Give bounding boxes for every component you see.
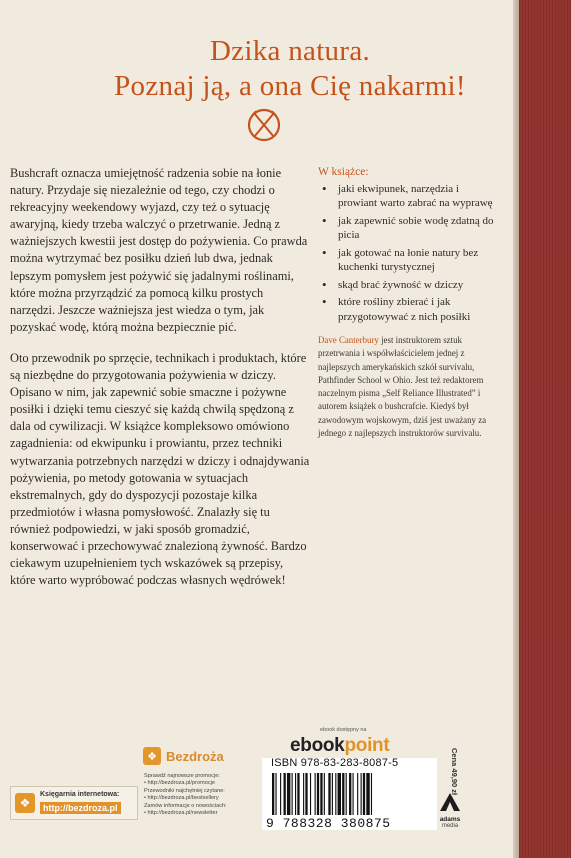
barcode-stripe [353,773,354,815]
barcode-stripe [287,773,290,815]
author-name: Dave Canterbury [318,335,379,345]
store-logo-icon: ❖ [15,793,35,813]
description-column [10,165,310,603]
price-label: Cena 49,90 zł [450,748,459,796]
online-store-box [10,786,138,820]
contents-item: • jak zapewnić sobie wodę zdatną do picia [318,214,498,243]
barcode-stripe [366,773,369,815]
barcode-stripe [357,773,358,815]
barcode-stripe [315,773,316,815]
contents-item: • które rośliny zbierać i jak przygotowywać z nich posiłki [318,295,498,324]
barcode-stripe [363,773,365,815]
barcode-stripe [317,773,319,815]
promo-line: Przewodniki najchętniej czytane: [144,787,225,794]
barcode-digits: 9 788328 380875 [266,816,391,831]
imprint-logo [430,793,470,829]
promo-line: • http://bezdroza.pl/promocje [144,780,215,787]
barcode-stripe [310,773,311,815]
contents-item: • jak gotować na łonie natury bez kuchenki turystycznej [318,246,498,275]
ebookpoint-brand-2: point [344,735,390,756]
cover-spine [519,0,571,858]
barcode-stripe [297,773,299,815]
barcode-stripe [295,773,296,815]
barcode-stripe [305,773,307,815]
barcode-stripe [332,773,333,815]
publisher-name: Bezdroża [166,748,224,764]
store-url: http://bezdroza.pl [40,802,121,814]
barcode-stripe [335,773,336,815]
promo-links [144,773,264,817]
author-bio [318,334,498,440]
barcode-stripe [342,773,344,815]
ebookpoint-brand-1: ebook [290,735,345,756]
barcode-stripe [280,773,281,815]
description-paragraph-1: Bushcraft oznacza umiejętność radzenia sobie na łonie natury. Przydaje się niezależnie od tego, czy chodzi o rekreacyjny weekendowy wyjazd, czy też o sytuację awaryjną, kiedy trzeba walczyć o przetrwanie. Jedną z ważniejszych kwestii jest dostęp do pożywienia. Co prawda można wytrzymać bez posiłku dzień lub dwa, jednak lepszym pomysłem jest pożywić się jadalnymi roślinami, które można przyrządzić za pomocą kilku prostych narzędzi. Jeszcze ważniejsza jest wiedza o tym, jak pozyskać wodę, którą można bezpiecznie pić. [10,166,308,334]
barcode-stripe [349,773,351,815]
promo-line: Sprawdź najnowsze promocje: [144,773,220,779]
headline-line-1: Dzika natura. [209,35,371,67]
barcode-stripe [272,773,274,815]
crossed-utensils-compass-icon [244,105,284,145]
contents-item: • jaki ekwipunek, narzędzia i prowiant warto zabrać na wyprawę [318,182,498,211]
publisher-logo [143,747,224,765]
contents-sidebar [318,165,498,440]
contents-item: • skąd brać żywność w dziczy [318,278,498,293]
barcode-stripe [346,773,347,815]
imprint-sub: media [441,823,459,829]
ebook-availability: ebook dostępny na [320,727,367,733]
promo-line: • http://bezdroza.pl/bestsellery [144,795,219,802]
sidebar-heading: W książce: [318,166,369,178]
contents-list [318,182,498,325]
ebookpoint-logo [290,735,389,757]
headline-line-2: Poznaj ją, a ona Cię nakarmi! [114,70,466,102]
imprint-name: adams [439,816,461,823]
barcode-stripe [292,773,293,815]
barcode-stripe [303,773,304,815]
headline [100,34,480,104]
barcode-stripe [324,773,325,815]
bezdroza-logo-icon: ❖ [143,747,161,765]
description-paragraph-2: Oto przewodnik po sprzęcie, technikach i produktach, które są niezbędne do przygotowania pożywienia w dziczy. Opisano w nim, jak zapewnić sobie smaczne i pożywne posiłki i dzięki temu cieszyć się każdą chwilą spędzoną z dala od cywilizacji. W książce kompleksowo omówiono zagadnienia: od ekwipunku i prowiantu, przez techniki wytwarzania potrzebnych narzędzi w dziczy i odnajdywania pożywienia, po metody gotowania w sytuacjach ekstremalnych, gdy do dyspozycji pozostaje kilka przedmiotów i własna pomysłowość. Znalazły się tu również podpowiedzi, w jaki sposób gromadzić, konserwować i przechowywać znalezioną żywność. Bardzo ciekawym uzupełnieniem tych wskazówek są przepisy, które warto wypróbować podczas własnych wędrówek! [10,350,310,588]
barcode-stripe [328,773,330,815]
barcode-stripe [275,773,276,815]
barcode-stripe [284,773,286,815]
author-bio-text: jest instruktorem sztuk przetrwania i współwłaścicielem jednej z najlepszych amerykańskich szkół survivalu, Pathfinder School w Ohio. Jest też redaktorem naczelnym pisma „Self Reliance Illustrated” i autorem książek o bushcrafcie. Kiedyś był zawodowym wojskowym, dziś jest uważany za jednego z najlepszych instruktorów survivalu. [318,335,487,439]
promo-line: • http://bezdroza.pl/newsletter [144,810,218,817]
barcode-stripe [320,773,322,815]
barcode-stripe [371,773,372,815]
barcode-icon [270,773,430,817]
isbn-text: ISBN 978-83-283-8087-5 [271,757,399,769]
store-label: Księgarnia internetowa: [40,791,120,798]
barcode-stripe [361,773,362,815]
barcode-stripe [338,773,341,815]
adams-logo-icon [440,793,460,811]
promo-line: Zamów informacje o nowościach: [144,802,227,809]
